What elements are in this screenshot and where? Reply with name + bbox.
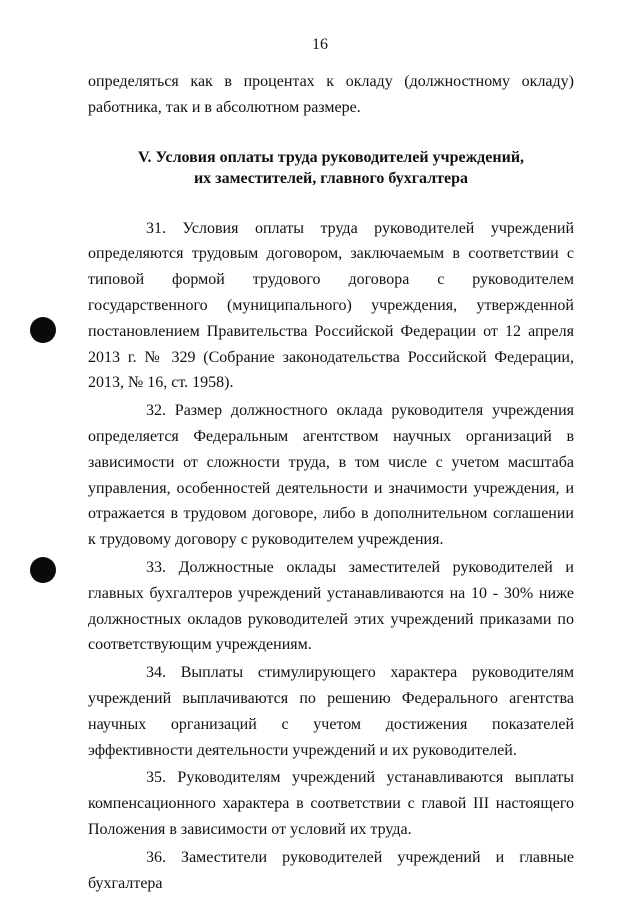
punch-hole-top <box>30 317 56 343</box>
paragraph-31: 31. Условия оплаты труда руководителей учреждений определяются трудовым договором, заключаемым в соответствии с типовой формой трудового договора с руководителем государственного (муниципального) учреждения, утвержденной постановлением Правительства Российской Федерации от 12 апреля 2013 г. № 329 (Собрание законодательства Российской Федерации, 2013, № 16, ст. 1958). <box>88 219 574 392</box>
paragraph-35: 35. Руководителям учреждений устанавливаются выплаты компенсационного характера в соответствии с главой III настоящего Положения в зависимости от условий их труда. <box>88 769 574 838</box>
page-number: 16 <box>312 36 328 53</box>
paragraph-32: 32. Размер должностного оклада руководителя учреждения определяется Федеральным агентством научных организаций в зависимости от сложности труда, в том числе с учетом масштаба управления, особенностей деятельности и значимости учреждения, и отражается в трудовом договоре, либо в дополнительном соглашении к трудовому договору с руководителем учреждения. <box>88 402 574 549</box>
intro-paragraph: определяться как в процентах к окладу (должностному окладу) работника, так и в абсолютном размере. <box>88 73 574 116</box>
paragraph-34: 34. Выплаты стимулирующего характера руководителям учреждений выплачиваются по решению Федерального агентства научных организаций с учетом достижения показателей эффективности деятельности учреждений и их руководителей. <box>88 664 574 759</box>
paragraph-36: 36. Заместители руководителей учреждений и главные бухгалтера <box>88 848 574 892</box>
punch-hole-bottom <box>30 557 56 583</box>
paragraph-33: 33. Должностные оклады заместителей руководителей и главных бухгалтеров учреждений устанавливаются на 10 - 30% ниже должностных окладов руководителей этих учреждений приказами по соответствующим учреждениям. <box>88 558 574 654</box>
document-body <box>88 69 574 898</box>
section-heading-line-2: их заместителей, главного бухгалтера <box>193 169 469 187</box>
section-heading-line-1: V. Условия оплаты труда руководителей учреждений, <box>137 148 525 166</box>
section-heading <box>88 147 574 189</box>
